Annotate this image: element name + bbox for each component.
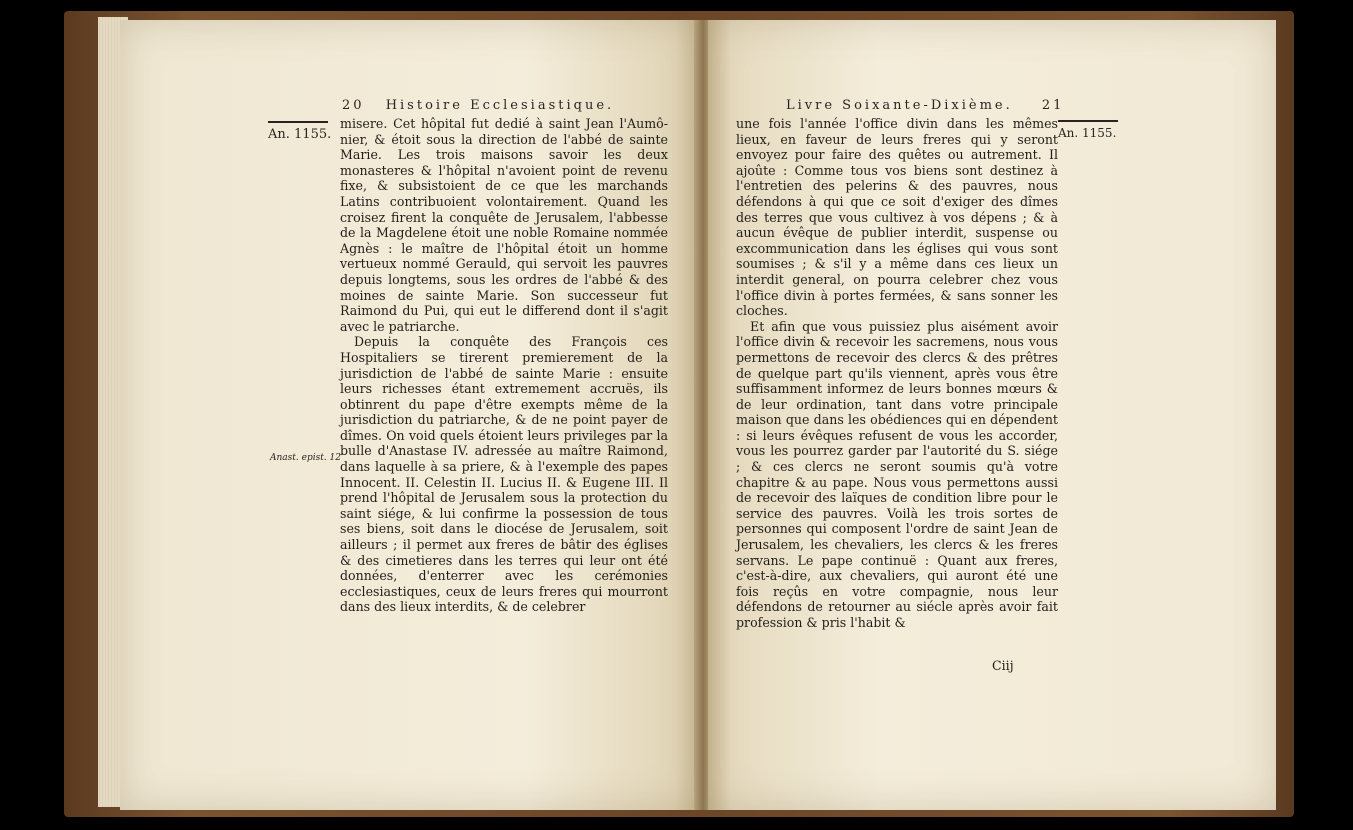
right-text-block — [736, 116, 1058, 631]
right-margin-year: An. 1155. — [1058, 126, 1117, 140]
left-text-block — [340, 116, 668, 615]
left-running-head — [342, 98, 614, 113]
right-page-number: 21 — [1041, 98, 1065, 113]
left-margin-year: An. 1155. — [268, 127, 332, 142]
right-paragraph-2: Et afin que vous puissiez plus aisément avoir l'office divin & recevoir les sacremens, nous vous permettons de recevoir des clercs & des prêtres de quelque part qu'ils viennent, après vous être suffisamment informez de leurs bonnes mœurs & de leur ordination, tant dans votre principale maison que dans les obédiences qui en dépendent : si leurs évêques refusent de vous les accorder, vous les pourrez garder par l'autorité du S. siége ; & ces clercs ne seront soumis qu'à votre chapitre & au pape. Nous vous permettons aussi de recevoir des laïques de condition libre pour le service des pauvres. Voilà les trois sortes de personnes qui composent l'ordre de saint Jean de Jerusalem, les chevaliers, les clercs & les freres servans. Le pape continuë : Quant aux freres, c'est-à-dire, aux chevaliers, qui auront été une fois reçûs en votre compagnie, nous leur défendons de retourner au siécle après avoir fait profession & pris l'habit & — [736, 318, 1058, 630]
right-running-title: Livre Soixante-Dixième. — [786, 98, 1013, 113]
left-running-title: Histoire Ecclesiastique. — [385, 98, 615, 113]
left-margin-citation: Anast. epist. 12 — [270, 453, 341, 463]
left-page — [120, 20, 698, 810]
left-paragraph-1: misere. Cet hôpital fut dedié à saint Jean l'Aumô-nier, & étoit sous la direction de l'abbé de sainte Marie. Les trois maisons savoir les deux monasteres & l'hôpital n'avoient point de revenu fixe, & subsistoient de ce que les marchands Latins contribuoient volontairement. Quand les croisez firent la conquête de Jerusalem, l'abbesse de la Magdelene étoit une noble Romaine nommée Agnès : le maître de l'hôpital étoit un homme vertueux nommé Gerauld, qui servoit les pauvres depuis longtems, sous les ordres de l'abbé & des moines de sainte Marie. Son successeur fut Raimond du Pui, qui eut le differend dont il s'agit avec le patriarche. — [340, 116, 668, 334]
right-page — [708, 20, 1276, 810]
right-paragraph-1: une fois l'année l'office divin dans les mêmes lieux, en faveur de leurs freres qui y seront envoyez pour faire des quêtes ou autrement. Il ajoûte : Comme tous vos biens sont destinez à l'entretien des pelerins & des pauvres, nous défendons à qui que ce soit d'exiger des dîmes des terres que vous cultivez à vos dépens ; & à aucun évêque de publier interdit, suspense ou excommunication dans les églises qui vous sont soumises ; & s'il y a même dans ces lieux un interdit general, on pourra celebrer chez vous l'office divin à portes fermées, & sans sonner les cloches. — [736, 116, 1058, 319]
right-catchword: Ciij — [992, 658, 1014, 673]
left-page-number: 20 — [342, 98, 365, 113]
left-margin-rule — [268, 121, 328, 123]
right-margin-rule — [1058, 120, 1118, 122]
left-paragraph-2: Depuis la conquête des François ces Hospitaliers se tirerent premierement de la jurisdiction de l'abbé de sainte Marie : ensuite leurs richesses étant extremement accruës, ils obtinrent du pape d'être exempts même de la jurisdiction du patriarche, & de ne point payer de dîmes. On void quels étoient leurs privileges par la bulle d'Anastase IV. adressée au maître Raimond, dans laquelle à sa priere, & à l'exemple des papes Innocent. II. Celestin II. Lucius II. & Eugene III. Il prend l'hôpital de Jerusalem sous la protection du saint siége, & lui confirme la possession de tous ses biens, soit dans le diocése de Jerusalem, soit ailleurs ; il permet aux freres de bâtir des églises & des cimetieres dans les terres qui leur ont été données, d'enterrer avec les cerémonies ecclesiastiques, ceux de leurs freres qui mourront dans des lieux interdits, & de celebrer — [340, 334, 668, 615]
right-running-head — [786, 98, 1064, 113]
